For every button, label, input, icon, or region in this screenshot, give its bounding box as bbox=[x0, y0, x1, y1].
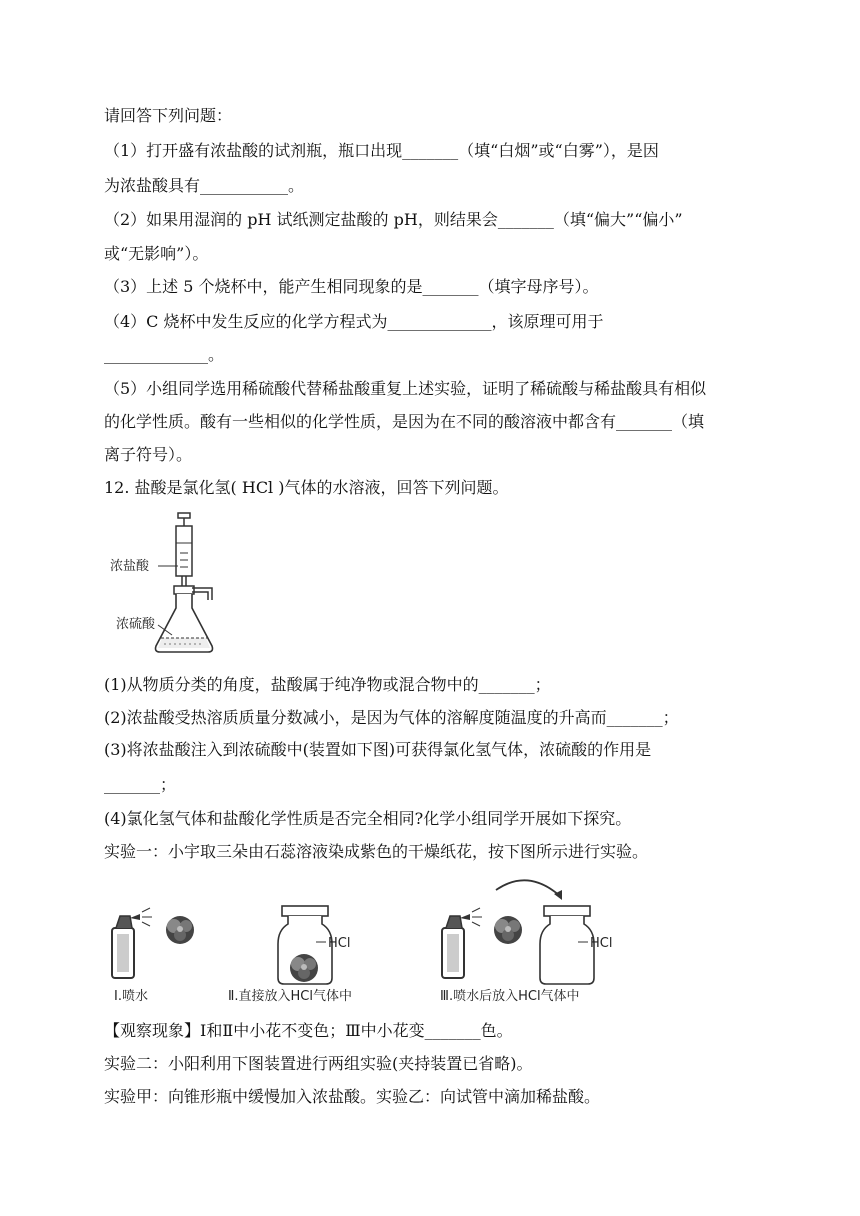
question-12-1: (1)从物质分类的角度，盐酸属于纯净物或混合物中的_______； bbox=[104, 675, 551, 694]
text-line: 离子符号）。 bbox=[104, 445, 193, 464]
question-2: （2）如果用湿润的 pH 试纸测定盐酸的 pH，则结果会_______（填“偏大”“偏小” bbox=[104, 210, 683, 229]
text-line: 或“无影响”）。 bbox=[104, 244, 209, 263]
label-concentrated-h2so4: 浓硫酸 bbox=[116, 617, 156, 632]
question-12-4: (4)氯化氢气体和盐酸化学性质是否完全相同?化学小组同学开展如下探究。 bbox=[104, 809, 632, 828]
spray-bottle-icon bbox=[442, 908, 482, 978]
question-12-3: (3)将浓盐酸注入到浓硫酸中(装置如下图)可获得氯化氢气体，浓硫酸的作用是 bbox=[104, 740, 652, 759]
text-line: 请回答下列问题： bbox=[104, 106, 233, 125]
curved-arrow-icon bbox=[496, 880, 562, 900]
text-line: 的化学性质。酸有一些相似的化学性质，是因为在不同的酸溶液中都含有_______（填 bbox=[104, 412, 705, 431]
litmus-flower-figure bbox=[104, 872, 624, 1008]
label-concentrated-hcl: 浓盐酸 bbox=[110, 559, 150, 574]
apparatus-figure bbox=[104, 508, 244, 668]
text-line: _______； bbox=[104, 775, 177, 794]
question-5: （5）小组同学选用稀硫酸代替稀盐酸重复上述实验，证明了稀硫酸与稀盐酸具有相似 bbox=[104, 379, 707, 398]
experiment-2-text: 实验二：小阳利用下图装置进行两组实验(夹持装置已省略)。 bbox=[104, 1054, 533, 1073]
flower-icon bbox=[494, 916, 522, 944]
hcl-label: HCl bbox=[328, 936, 351, 951]
caption-ii: Ⅱ.直接放入HCl气体中 bbox=[228, 989, 352, 1004]
flower-icon bbox=[290, 954, 318, 982]
experiment-1-text: 实验一：小宇取三朵由石蕊溶液染成紫色的干燥纸花，按下图所示进行实验。 bbox=[104, 842, 649, 861]
text-line: _____________。 bbox=[104, 345, 225, 364]
experiment-a-b-text: 实验甲：向锥形瓶中缓慢加入浓盐酸。实验乙：向试管中滴加稀盐酸。 bbox=[104, 1087, 601, 1106]
caption-iii: Ⅲ.喷水后放入HCl气体中 bbox=[440, 989, 580, 1004]
question-12-title: 12. 盐酸是氯化氢( HCl )气体的水溶液，回答下列问题。 bbox=[104, 478, 509, 497]
hcl-label: HCl bbox=[590, 936, 613, 951]
question-4: （4）C 烧杯中发生反应的化学方程式为_____________，该原理可用于 bbox=[104, 312, 604, 331]
gas-jar-icon bbox=[540, 906, 594, 984]
question-3: （3）上述 5 个烧杯中，能产生相同现象的是_______（填字母序号）。 bbox=[104, 277, 599, 296]
observation-text: 【观察现象】Ⅰ和Ⅱ中小花不变色；Ⅲ中小花变_______色。 bbox=[104, 1021, 513, 1040]
question-12-2: (2)浓盐酸受热溶质质量分数减小，是因为气体的溶解度随温度的升高而_______； bbox=[104, 708, 679, 727]
flower-icon bbox=[166, 916, 194, 944]
question-1: （1）打开盛有浓盐酸的试剂瓶，瓶口出现_______（填“白烟”或“白雾”），是因 bbox=[104, 141, 659, 160]
spray-bottle-icon bbox=[112, 908, 152, 978]
text-line: 为浓盐酸具有___________。 bbox=[104, 176, 305, 195]
caption-i: Ⅰ.喷水 bbox=[114, 989, 148, 1004]
